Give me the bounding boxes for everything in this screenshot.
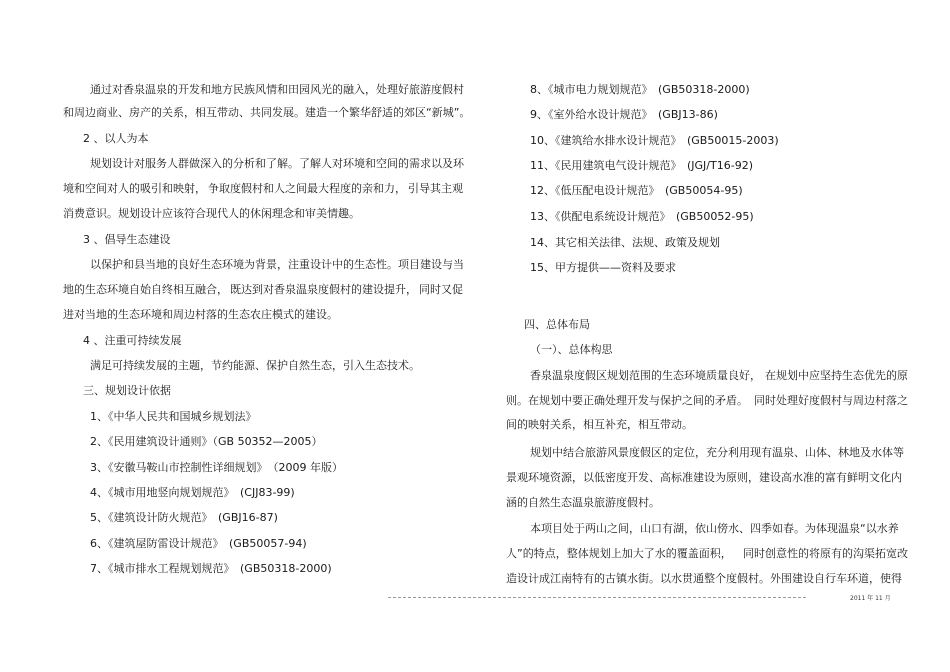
text-segment: 则。在规划中要正确处理开发与保护之间的矛盾。 <box>506 394 748 407</box>
section-heading: 4 、注重可持续发展 <box>83 334 182 347</box>
paragraph-line: 本项目处于两山之间，山口有湖，依山傍水、四季如春。为体现温泉“以水养 <box>530 522 899 535</box>
list-item: 8、《城市电力规划规范》 (GB50318-2000) <box>530 83 750 96</box>
footer-date: 2011 年 11 月 <box>850 595 891 602</box>
text-segment: 香泉温泉度假区规划范围的生态环境质量良好， <box>530 369 761 382</box>
list-item: 5、《建筑设计防火规范》 (GBJ16-87) <box>90 511 278 524</box>
text-segment: 通过对香泉温泉的开发和地方民族风情和田园风光的融入， <box>90 83 376 96</box>
paragraph-line <box>63 106 471 120</box>
text-segment: 同时创意性的将原有的沟渠拓宽改 <box>743 547 908 560</box>
list-item: 1、《中华人民共和国城乡规划法》 <box>90 410 257 423</box>
text-segment: 既达到对香泉温泉度假村的建设提升， <box>230 283 417 296</box>
text-segment: 以保护和县当地的良好生态环境为背景， <box>90 258 288 271</box>
section-heading: 四、总体布局 <box>524 318 590 331</box>
list-item: 9、《室外给水设计规范》 (GBJ13-86) <box>530 108 718 121</box>
text-segment: 项目建设与当 <box>398 258 464 271</box>
text-segment: 人”的特点，整体规划上加大了水的覆盖面积， <box>506 547 732 560</box>
paragraph-line <box>90 83 462 97</box>
list-item: 4、《城市用地竖向规划规范》 (CJJ83-99) <box>90 486 295 499</box>
text-segment: “新城”。 <box>426 106 471 119</box>
paragraph-line <box>90 258 462 272</box>
list-item: 12、《低压配电设计规范》 (GB50054-95) <box>530 184 743 197</box>
text-segment: 规划设计对服务人群做深入的分析和了解。 <box>90 157 299 170</box>
subsection-heading: （一）、总体构思 <box>530 343 613 356</box>
paragraph-line: 造设计成江南特有的古镇水街。以水贯通整个度假村。外围建设自行车环道，使得 <box>506 572 902 585</box>
text-segment: 境和空间对人的吸引和映射， <box>63 182 206 195</box>
text-segment: 了解人对环境和空间的需求以及环 <box>299 157 464 170</box>
text-segment: 处理好旅游度假村 <box>376 83 464 96</box>
section-heading: 2 、以人为本 <box>83 132 149 145</box>
paragraph-line <box>63 283 463 297</box>
paragraph-line: 进对当地的生态环境和周边村落的生态农庄模式的建设。 <box>63 308 338 321</box>
text-segment: 和周边商业、房产的关系， <box>63 106 195 119</box>
paragraph-line: 景观环境资源，以低密度开发、高标准建设为原则，建设高水准的富有鲜明文化内 <box>506 471 902 484</box>
paragraph-line <box>530 369 908 383</box>
list-item: 2、《民用建筑设计通则》（GB 50352—2005） <box>90 435 323 448</box>
paragraph-line <box>506 547 908 561</box>
paragraph-line <box>506 394 908 408</box>
list-item: 3、《安徽马鞍山市控制性详细规划》 （2009 年版） <box>90 461 343 474</box>
paragraph-line: 规划中结合旅游风景度假区的定位，充分利用现有温泉、山体、林地及水体等 <box>530 446 904 459</box>
text-segment: 相互带动、共同发展。建造一个繁华舒适的郊区 <box>195 106 426 119</box>
paragraph-line: 满足可持续发展的主题，节约能源、保护自然生态，引入生态技术。 <box>90 359 420 372</box>
list-item: 13、《供配电系统设计规范》 (GB50052-95) <box>530 210 754 223</box>
text-segment: 争取度假村和人之间最大程度的亲和力， <box>208 182 406 195</box>
text-segment: 在规划中应坚持生态优先的原 <box>765 369 908 382</box>
paragraph-line: 间的映射关系，相互补充，相互带动。 <box>506 418 693 431</box>
paragraph-line <box>90 157 462 171</box>
text-segment: 注重设计中的生态性。 <box>288 258 398 271</box>
list-item: 10、《建筑给水排水设计规范》 (GB50015-2003) <box>530 134 779 147</box>
text-segment: 地的生态环境自始自终相互融合， <box>63 283 228 296</box>
section-heading: 三、规划设计依据 <box>83 384 171 397</box>
text-segment: 同时处理好度假村与周边村落之 <box>754 394 908 407</box>
list-item: 7、《城市排水工程规划规范》 (GB50318-2000) <box>90 562 332 575</box>
paragraph-line <box>63 182 463 196</box>
list-item: 11、《民用建筑电气设计规范》 (JGJ/T16-92) <box>530 159 753 172</box>
list-item: 15、甲方提供——资料及要求 <box>530 261 676 274</box>
list-item: 14、其它相关法律、法规、政策及规划 <box>530 236 720 249</box>
list-item: 6、《建筑屋防雷设计规范》 (GB50057-94) <box>90 537 307 550</box>
footer-divider <box>388 597 806 598</box>
paragraph-line: 消费意识。规划设计应该符合现代人的休闲理念和审美情趣。 <box>63 207 360 220</box>
section-heading: 3 、倡导生态建设 <box>83 233 171 246</box>
paragraph-line: 涵的自然生态温泉旅游度假村。 <box>506 496 660 509</box>
text-segment: 同时又促 <box>419 283 463 296</box>
text-segment: 引导其主观 <box>408 182 463 195</box>
